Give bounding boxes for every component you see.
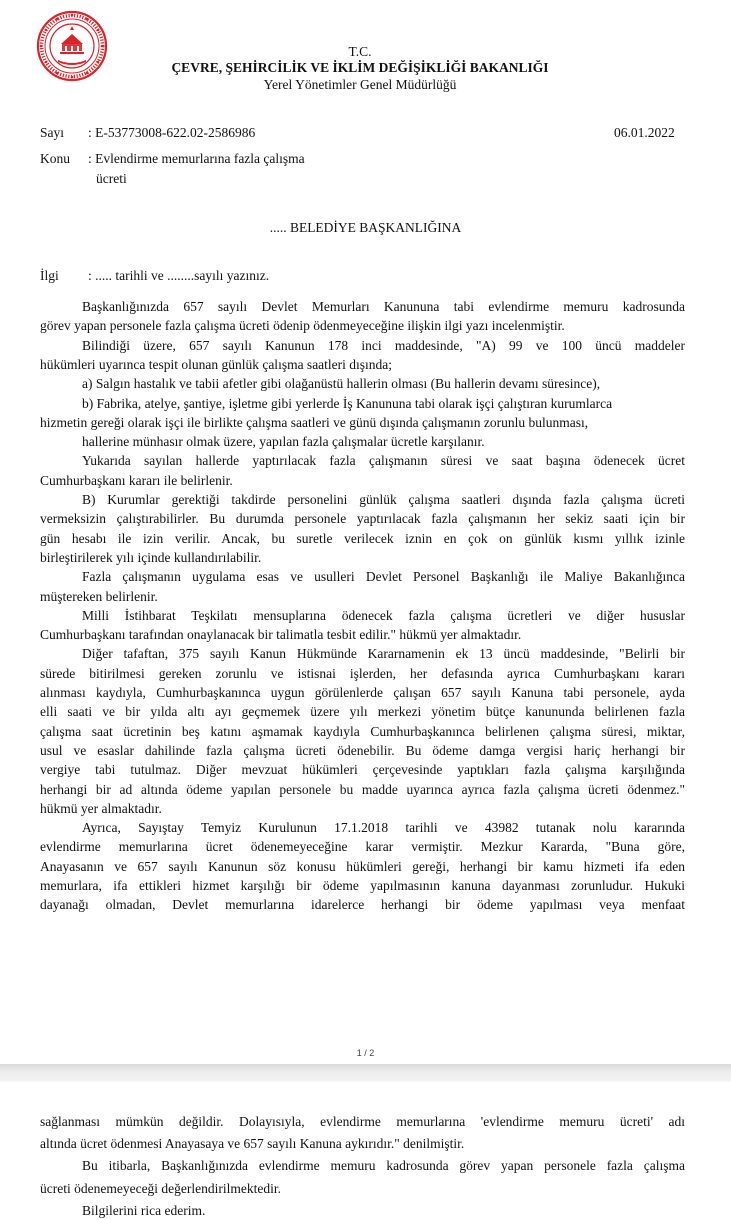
body-text-line: hizmetin gereği olarak işçi ile birlikte çalışma saatleri ve günü dışında çalışmanın zorunlu bulunması, [40,414,589,430]
body-text-line: gün hesabı ile izin verilir. Ancak, bu suretle verilecek iznin en çok on günlük kısmı yıllık izinle [40,530,685,546]
body-text-line: Fazla çalışmanın uygulama esas ve usulleri Devlet Personel Başkanlığı ile Maliye Bakanlığınca [82,569,685,585]
document-date: 06.01.2022 [614,125,675,140]
body-text-line: usul ve esaslar dahilinde fazla çalışma ücreti ödenebilir. Bu ödeme damga vergisi hariç herhangi bir [40,742,685,758]
body-text-line: Ayrıca, Sayıştay Temyiz Kurulunun 17.1.2018 tarihli ve 43982 tutanak nolu kararında [82,820,685,836]
header-tc: T.C. [348,44,372,59]
body-text-line: çalışma saat ücretinin beş katını aşmamak kaydıyla Cumhurbaşkanınca belirlenen çalışma süresi, miktar, [40,723,685,739]
body-text-line: hükmü yer almaktadır. [40,800,162,816]
body-text-line: Diğer tafaftan, 375 sayılı Kanun Hükmünde Kararnamenin ek 13 üncü maddesinde, "Belirli bir [82,646,685,662]
body-text-line: hallerine münhasır olmak üzere, yapılan fazla çalışmalar ücretle karşılanır. [82,434,485,450]
document-page-2 [0,1082,731,1220]
konu-value-line2: ücreti [96,171,127,186]
header-ministry-name: ÇEVRE, ŞEHİRCİLİK VE İKLİM DEĞİŞİKLİĞİ BAKANLIĞI [171,60,549,75]
body-text-line: a) Salgın hastalık ve tabii afetler gibi olağanüstü hallerin olması (Bu hallerin devamı süresince), [82,376,601,392]
body-text-line: herhangi bir ad altında ödeme yapılan personele bu madde uyarınca ayrıca fazla çalışma ücreti ödenmez." [40,781,685,797]
body-text-line: Bilgilerini rica ederim. [82,1202,206,1218]
body-text-line: vergiye tabi tutulmaz. Diğer mevzuat hükümleri çerçevesinde yaptıkları fazla çalışma karşılığında [40,762,685,778]
body-text-line: Cumhurbaşkanı tarafından onaylanacak bir talimatla tesbit edilir." hükmü yer almaktadır. [40,627,522,643]
ilgi-value: : ..... tarihli ve ........sayılı yazınız. [88,268,270,283]
konu-label: Konu [40,151,70,166]
sayi-label: Sayı [40,125,65,140]
body-text-line: müştereken belirlenir. [40,588,158,604]
body-text-line: elli saati ve bir yılda altı ayı geçmemek üzere yılı merkezi yönetim bütçe kanununda belirlenen fazla [40,704,685,720]
header-directorate: Yerel Yönetimler Genel Müdürlüğü [263,77,457,92]
body-text-line: B) Kurumlar gerektiği takdirde personelini günlük çalışma saatleri dışında fazla çalışma ücreti [82,492,685,507]
addressee: ..... BELEDİYE BAŞKANLIĞINA [269,220,462,235]
ilgi-label: İlgi [40,268,59,283]
body-text-line: sağlanması mümkün değildir. Dolayısıyla, evlendirme memurlarına 'evlendirme memuru ücreti' adı [40,1114,685,1129]
body-text-line: Bilindiği üzere, 657 sayılı Kanunun 178 inci maddesinde, "A) 99 ve 100 üncü maddeler [82,337,685,353]
body-text-line: ücreti ödenemeyeceği değerlendirilmektedir. [40,1180,282,1196]
body-text-line: vermeksizin çalıştırabilirler. Bu durumda personele yaptırılacak fazla çalışmanın her sekiz saati için bir [40,511,685,527]
body-text-line: görev yapan personele fazla çalışma ücreti ödenip ödenmeyeceğine ilişkin ilgi yazı incelenmiştir. [40,318,565,334]
body-text-line: Milli İstihbarat Teşkilatı mensuplarına ödenecek fazla çalışma ücretleri ve diğer hususlar [82,607,685,623]
body-text-line: evlendirme memurlarına ücret ödenemeyeceğine karar vermiştir. Mezkur Kararda, "Buna göre, [40,839,685,855]
body-text-line: sürede bitirilmesi gereken zorunlu ve istisnai işlerden, her defasında ayrıca Cumhurbaşkanı kararı [40,665,685,681]
page-separator [0,1064,731,1082]
body-text-line: Cumhurbaşkanı kararı ile belirlenir. [40,472,233,488]
body-text-line: hükümleri uyarınca tespit olunan günlük çalışma saatleri dışında; [40,356,393,372]
body-text-line: Başkanlığınızda 657 sayılı Devlet Memurları Kanununa tabi evlendirme memuru kadrosunda [82,299,685,314]
body-text-line: alınması kaydıyla, Cumhurbaşkanınca uygun görülenlerde çalışan 657 sayılı Kanuna tabi personele, ayda [40,685,685,700]
body-text-line: altında ücret ödenmesi Anayasaya ve 657 sayılı Kanuna aykırıdır." denilmiştir. [40,1136,465,1152]
body-text-line: birleştirilerek yılı içinde kullandırılabilir. [40,549,262,565]
body-text-line: memurlara, ifa ettikleri hizmet karşılığı bir ödeme yapılmasının kanuna dayanması zorunludur. Hukuki [40,878,685,893]
page-number: 1 / 2 [356,1048,375,1058]
body-text-line: dayanağı olmadan, Devlet memurlarına idarelerce herhangi bir ödeme yapılması veya menfaat [40,897,685,913]
sayi-value: : E-53773008-622.02-2586986 [88,125,256,140]
body-text-line: b) Fabrika, atelye, şantiye, işletme gibi yerlerde İş Kanununa tabi olarak işçi çalıştıran kurumlarca [82,395,613,411]
body-text-line: Bu itibarla, Başkanlığınızda evlendirme memuru kadrosunda görev yapan personele fazla çalışma [82,1158,685,1174]
ministry-seal-logo [36,10,108,82]
body-text-line: Anayasanın ve 657 sayılı Kanunun söz konusu hükümleri gereği, herhangi bir kamu hizmeti ifa eden [40,858,685,874]
body-text-line: Yukarıda sayılan hallerde yaptırılacak fazla çalışmanın süresi ve saat başına ödenecek ücret [82,453,685,469]
konu-value-line1: : Evlendirme memurlarına fazla çalışma [88,151,305,166]
